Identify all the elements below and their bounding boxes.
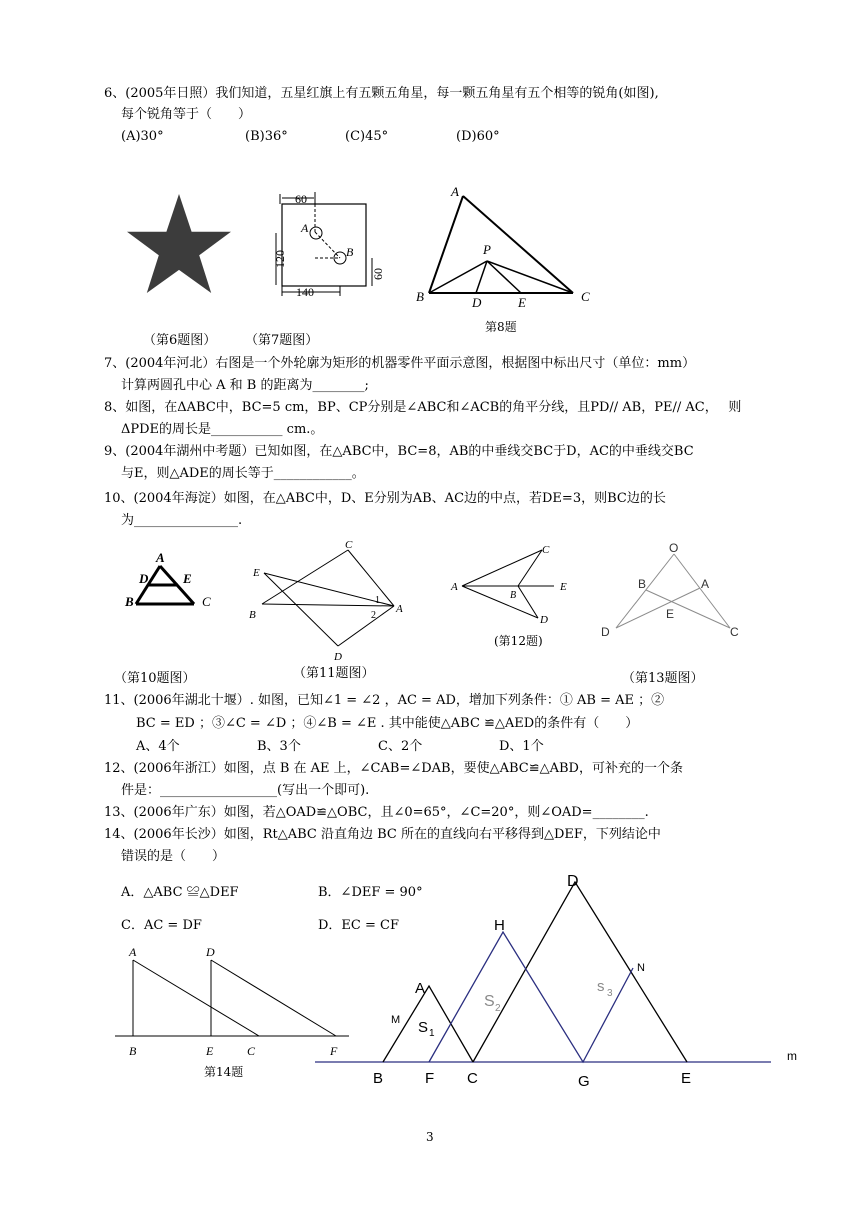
fig8-triangle-figure bbox=[415, 182, 600, 310]
q11-line2: BC = ED ；③∠C = ∠D ；④∠B = ∠E . 其中能使△ABC ≌△AED的条件有（ ） bbox=[136, 716, 639, 731]
q9-line2: 与E，则△ADE的周长等于____________。 bbox=[121, 466, 365, 481]
big-point-n: N bbox=[637, 962, 645, 974]
fig10-point-e: E bbox=[183, 571, 192, 586]
q14-option-a: A．△ABC ≌△DEF bbox=[121, 885, 239, 900]
fig12-point-c: C bbox=[542, 544, 550, 556]
fig10-point-a: A bbox=[156, 550, 165, 565]
q11-option-c: C、2个 bbox=[378, 739, 423, 754]
q6-line2: 每个锐角等于（ ） bbox=[121, 107, 252, 122]
q6-option-c: (C)45° bbox=[345, 129, 389, 144]
fig8-point-c: C bbox=[581, 289, 590, 304]
fig13-point-c: C bbox=[730, 625, 739, 639]
fig7-dim-140: 140 bbox=[296, 285, 314, 299]
q8-line2: ΔPDE的周长是___________ cm.。 bbox=[121, 422, 324, 437]
q7-line1: 7、(2004年河北）右图是一个外轮廓为矩形的机器零件平面示意图，根据图中标出尺寸（单位：mm） bbox=[104, 356, 696, 371]
fig13-figure bbox=[596, 538, 746, 643]
fig11-point-e: E bbox=[253, 567, 260, 579]
fig12-point-a: A bbox=[451, 581, 458, 593]
fig12-figure bbox=[448, 540, 578, 630]
big-label-s1: S bbox=[418, 1019, 429, 1036]
fig11-point-a: A bbox=[396, 603, 403, 615]
big-point-d: D bbox=[567, 873, 579, 890]
fig7-point-b: B bbox=[346, 245, 354, 259]
q11-line1: 11、(2006年湖北十堰）. 如图，已知∠1 = ∠2 ，AC = AD，增加下列条件：① AB = AE ；② bbox=[104, 693, 665, 708]
fig12-caption: (第12题) bbox=[494, 634, 543, 648]
fig14-point-d: D bbox=[206, 945, 215, 959]
q11-option-b: B、3个 bbox=[257, 739, 301, 754]
q14-line2: 错误的是（ ） bbox=[121, 849, 226, 864]
q14-option-d: D．EC = CF bbox=[318, 918, 399, 933]
fig11-caption: （第11题图） bbox=[293, 666, 375, 681]
fig11-angle-2: 2 bbox=[371, 610, 376, 621]
fig13-point-d: D bbox=[601, 625, 610, 639]
big-point-m: M bbox=[391, 1014, 401, 1026]
fig11-point-c: C bbox=[345, 539, 353, 551]
q14-line1: 14、(2006年长沙）如图，Rt△ABC 沿直角边 BC 所在的直线向右平移得到△DEF，下列结论中 bbox=[104, 827, 661, 842]
big-point-g: G bbox=[578, 1073, 590, 1090]
q10-line1: 10、(2004年海淀）如图，在△ABC中，D、E分别为AB、AC边的中点，若DE=3，则BC边的长 bbox=[104, 491, 666, 506]
fig14-point-b: B bbox=[129, 1044, 137, 1058]
big-label-s2: S bbox=[484, 993, 495, 1010]
fig14-point-e: E bbox=[206, 1044, 214, 1058]
fig14-point-f: F bbox=[330, 1044, 338, 1058]
q6-line1: 6、(2005年日照）我们知道，五星红旗上有五颗五角星，每一颗五角星有五个相等的锐角(如图), bbox=[104, 86, 659, 101]
big-label-s3: s bbox=[597, 978, 605, 995]
fig8-caption: 第8题 bbox=[485, 320, 517, 334]
fig10-point-d: D bbox=[139, 571, 149, 586]
q13-line1: 13、(2006年广东）如图，若△OAD≌△OBC，且∠0=65°，∠C=20°，则∠OAD=________. bbox=[104, 805, 649, 820]
fig10-triangle-figure bbox=[122, 548, 222, 618]
fig12-point-e: E bbox=[560, 581, 567, 593]
fig7-dim-60-top: 60 bbox=[295, 192, 307, 206]
big-label-s1-sub: 1 bbox=[429, 1028, 435, 1039]
fig10-point-c: C bbox=[202, 594, 211, 609]
q6-option-b: (B)36° bbox=[245, 129, 288, 144]
q6-option-a: (A)30° bbox=[121, 129, 164, 144]
fig6-caption: （第6题图） bbox=[143, 333, 217, 348]
fig7-dim-60-right: 60 bbox=[371, 268, 385, 280]
q14-option-b: B．∠DEF = 90° bbox=[318, 885, 423, 900]
fig10-caption: （第10题图） bbox=[114, 671, 196, 686]
fig12-point-b: B bbox=[510, 590, 517, 601]
big-point-a: A bbox=[415, 980, 426, 997]
fig10-point-b: B bbox=[125, 594, 134, 609]
translation-triangles-figure bbox=[315, 872, 825, 1090]
fig8-point-b: B bbox=[416, 289, 424, 304]
star-shape bbox=[127, 194, 231, 293]
big-point-b: B bbox=[373, 1070, 384, 1087]
big-point-h: H bbox=[494, 917, 505, 934]
q7-line2: 计算两圆孔中心 A 和 B 的距离为________; bbox=[121, 378, 369, 393]
q12-line2: 件是：__________________(写出一个即可). bbox=[121, 783, 370, 798]
fig7-dim-120: 120 bbox=[273, 250, 287, 268]
q12-line1: 12、(2006年浙江）如图，点 B 在 AE 上，∠CAB=∠DAB，要使△ABC≌△ABD，可补充的一个条 bbox=[104, 761, 683, 776]
big-point-c: C bbox=[467, 1070, 478, 1087]
fig13-point-e: E bbox=[666, 607, 675, 621]
q11-option-d: D、1个 bbox=[499, 739, 544, 754]
page-number: 3 bbox=[426, 1130, 434, 1144]
q8-line1: 8、如图，在ΔABC中，BC=5 cm，BP、CP分别是∠ABC和∠ACB的角平分线，且PD// AB，PE// AC， 则 bbox=[104, 400, 742, 415]
fig8-point-p: P bbox=[483, 242, 491, 257]
fig13-caption: （第13题图） bbox=[622, 671, 704, 686]
fig11-point-b: B bbox=[249, 609, 256, 621]
big-line-m: m bbox=[787, 1049, 797, 1063]
fig8-point-e: E bbox=[518, 295, 526, 310]
fig13-point-a: A bbox=[701, 577, 710, 591]
fig14-caption: 第14题 bbox=[204, 1065, 244, 1079]
q10-line2: 为________________. bbox=[121, 513, 243, 528]
fig11-angle-1: 1 bbox=[375, 595, 380, 606]
big-label-s3-sub: 3 bbox=[607, 988, 613, 999]
q9-line1: 9、(2004年湖州中考题）已知如图，在△ABC中，BC=8，AB的中垂线交BC于D，AC的中垂线交BC bbox=[104, 444, 694, 459]
fig13-point-o: O bbox=[669, 541, 679, 555]
big-point-f: F bbox=[425, 1070, 435, 1087]
fig7-machine-part-figure bbox=[270, 190, 385, 300]
fig13-point-b: B bbox=[638, 577, 647, 591]
fig7-point-a: A bbox=[301, 221, 309, 235]
fig8-point-d: D bbox=[472, 295, 482, 310]
fig12-point-d: D bbox=[540, 614, 548, 626]
q14-option-c: C．AC = DF bbox=[121, 918, 202, 933]
fig14-point-c: C bbox=[247, 1044, 256, 1058]
fig6-star-figure bbox=[125, 192, 233, 296]
fig7-caption: （第7题图） bbox=[245, 333, 319, 348]
fig14-point-a: A bbox=[129, 945, 137, 959]
q11-option-a: A、4个 bbox=[136, 739, 180, 754]
big-point-e: E bbox=[681, 1070, 692, 1087]
fig11-triangles-figure bbox=[244, 540, 414, 665]
q6-option-d: (D)60° bbox=[456, 129, 500, 144]
fig8-point-a: A bbox=[451, 184, 459, 199]
big-label-s2-sub: 2 bbox=[495, 1003, 501, 1014]
fig11-point-d: D bbox=[334, 651, 342, 663]
